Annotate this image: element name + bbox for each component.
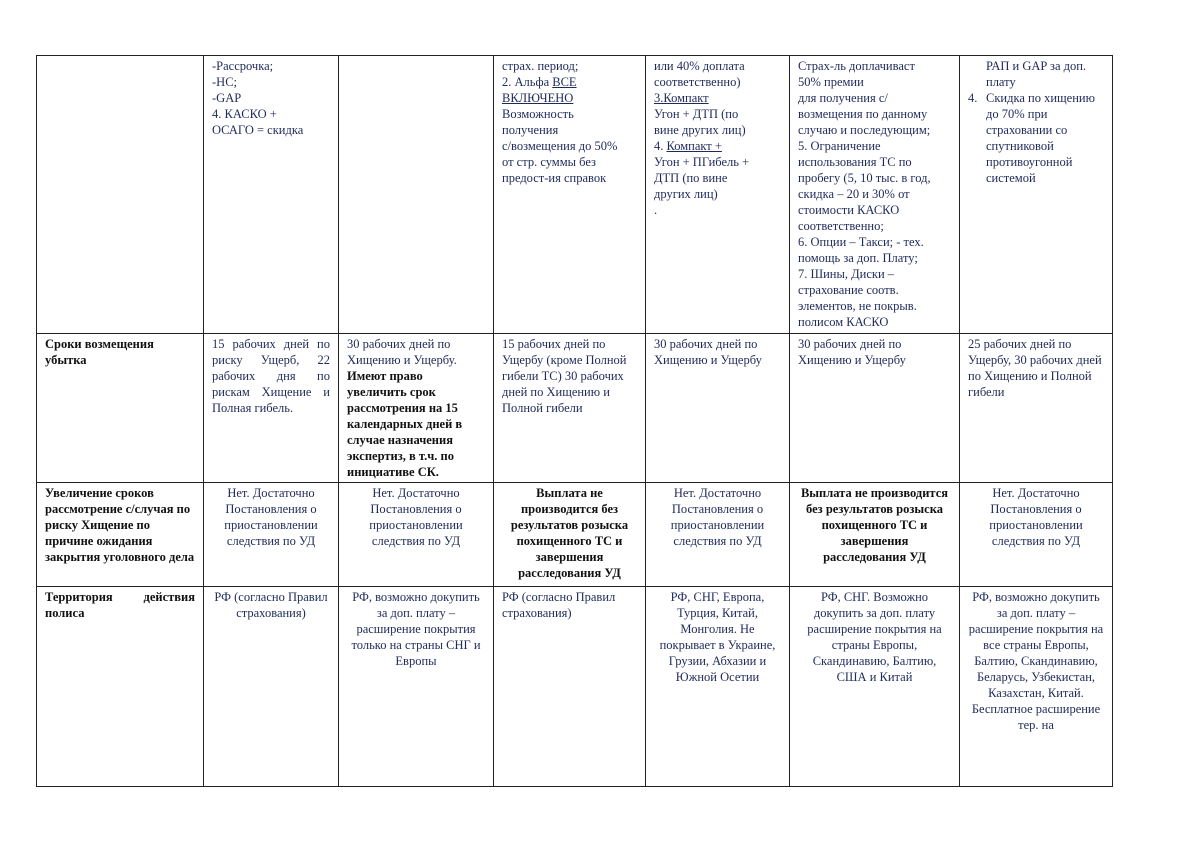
text-line: Угон + ПГибель +: [654, 155, 750, 169]
cell-r2-c6: 25 рабочих дней по Ущербу, 30 рабочих дней по Хищению и Полной гибели: [960, 334, 1113, 483]
text-line: Скидка по хищению: [986, 91, 1095, 105]
cell-r2-c2: [339, 334, 494, 483]
text-line: для получения с/: [798, 91, 888, 105]
text-line: стоимости КАСКО: [798, 203, 900, 217]
text-line: до 70% при: [986, 107, 1048, 121]
cell-r4-c6: РФ, возможно докупить за доп. плату – расширение покрытия на все страны Европы, Балтию, Скандинавию, Беларусь, Узбекистан, Казахстан, Китай. Бесплатное расширение тер. на: [960, 587, 1113, 787]
text-line: от стр. суммы без: [502, 155, 596, 169]
text-line: 50% премии: [798, 75, 864, 89]
text-line: страховании со: [986, 123, 1068, 137]
compact-label: 3.Компакт: [654, 91, 709, 105]
table-row-territory: [37, 587, 1113, 787]
text-line: -НС;: [212, 75, 237, 89]
cell-r3-c1: Нет. Достаточно Постановления о приостановлении следствия по УД: [204, 483, 339, 587]
text-line: возмещения по данному: [798, 107, 928, 121]
cell-r3-c2: Нет. Достаточно Постановления о приостановлении следствия по УД: [339, 483, 494, 587]
text-line: Возможность: [502, 107, 574, 121]
text-line: ДТП (по вине: [654, 171, 728, 185]
cell-r3-c3: Выплата не производится без результатов розыска похищенного ТС и завершения расследования УД: [494, 483, 646, 587]
text-line: 5. Ограничение: [798, 139, 881, 153]
cell-r1-c4: [646, 56, 790, 334]
text-line: с/возмещения до 50%: [502, 139, 618, 153]
cell-r2-c3: 15 рабочих дней по Ущербу (кроме Полной гибели ТС) 30 рабочих дней по Хищению и Полной гибели: [494, 334, 646, 483]
table-row-payout-terms: [37, 334, 1113, 483]
text-line: 6. Опции – Такси; - тех.: [798, 235, 924, 249]
cell-r2-c5: 30 рабочих дней по Хищению и Ущербу: [790, 334, 960, 483]
text-line: вине других лиц): [654, 123, 746, 137]
text-line: страх. период;: [502, 59, 579, 73]
alfa-all-included-cont: ВКЛЮЧЕНО: [502, 91, 574, 105]
text-line: полисом КАСКО: [798, 315, 889, 329]
text-line: противоугонной: [986, 155, 1073, 169]
text-line: .: [654, 203, 658, 217]
table-row-options: [37, 56, 1113, 334]
row-label-cell: Увеличение сроков рассмотрение с/случая по риску Хищение по причине ожидания закрытия уголовного дела: [37, 483, 204, 587]
text-line: плату: [986, 75, 1016, 89]
cell-r2-c4: 30 рабочих дней по Хищению и Ущербу: [646, 334, 790, 483]
text-line: соответственно): [654, 75, 741, 89]
cell-r3-c4: Нет. Достаточно Постановления о приостановлении следствия по УД: [646, 483, 790, 587]
cell-r3-c5: Выплата не производится без результатов розыска похищенного ТС и завершения расследования УД: [790, 483, 960, 587]
text-line: РАП и GAP за доп.: [986, 59, 1087, 73]
cell-r2-c2-plain: 30 рабочих дней по Хищению и Ущербу.: [347, 337, 457, 367]
cell-r1-c2: [339, 56, 494, 334]
text-line: предост-ия справок: [502, 171, 607, 185]
row-label-cell: Сроки возмещения убытка: [37, 334, 204, 483]
cell-r3-c6: Нет. Достаточно Постановления о приостановлении следствия по УД: [960, 483, 1113, 587]
cell-r1-c6: [960, 56, 1113, 334]
text-line: получения: [502, 123, 559, 137]
text-line: или 40% доплата: [654, 59, 745, 73]
text-line: -Рассрочка;: [212, 59, 274, 73]
cell-r4-c2: РФ, возможно докупить за доп. плату – расширение покрытия только на страны СНГ и Европы: [339, 587, 494, 787]
text-line: системой: [986, 171, 1036, 185]
cell-r2-c1: 15 рабочих дней по риску Ущерб, 22 рабочих дня по рискам Хищение и Полная гибель.: [204, 334, 339, 483]
alfa-all-included: 2. Альфа ВСЕ: [502, 75, 577, 89]
text-line: скидка – 20 и 30% от: [798, 187, 910, 201]
cell-r4-c3: РФ (согласно Правил страхования): [494, 587, 646, 787]
cell-r4-c1: РФ (согласно Правил страхования): [204, 587, 339, 787]
text-line: спутниковой: [986, 139, 1054, 153]
cell-r4-c5: РФ, СНГ. Возможно докупить за доп. плату расширение покрытия на страны Европы, Скандинавию, Балтию, США и Китай: [790, 587, 960, 787]
text-line: страхование соотв.: [798, 283, 899, 297]
cell-r1-c3: [494, 56, 646, 334]
cell-r4-c4: РФ, СНГ, Европа, Турция, Китай, Монголия. Не покрывает в Украине, Грузии, Абхазии и Южной Осетии: [646, 587, 790, 787]
row-label-cell: [37, 56, 204, 334]
cell-r1-c5: [790, 56, 960, 334]
text-line: элементов, не покрыв.: [798, 299, 917, 313]
text-line: -GAP: [212, 91, 242, 105]
discount-item: 4. Скидка по хищению до 70% при страховании со спутниковой противоугонной системой: [968, 91, 1095, 185]
text-line: случаю и последующим;: [798, 123, 931, 137]
cell-r2-c2-bold: Имеют право увеличить срок рассмотрения на 15 календарных дней в случае назначения экспертиз, в т.ч. по инициативе СК.: [347, 369, 463, 479]
table-row-theft-terms: [37, 483, 1113, 587]
text-line: 4. КАСКО +: [212, 107, 277, 121]
text-line: соответственно;: [798, 219, 884, 233]
row-label-cell: Территория действия полиса: [37, 587, 204, 787]
text-line: использования ТС по: [798, 155, 912, 169]
text-line: 7. Шины, Диски –: [798, 267, 895, 281]
text-line: Угон + ДТП (по: [654, 107, 739, 121]
text-line: ОСАГО = скидка: [212, 123, 304, 137]
cell-r1-c1: [204, 56, 339, 334]
comparison-table: [36, 55, 1113, 787]
text-line: помощь за доп. Плату;: [798, 251, 918, 265]
compact-plus-label: 4. Компакт +: [654, 139, 722, 153]
text-line: пробегу (5, 10 тыс. в год,: [798, 171, 931, 185]
text-line: других лиц): [654, 187, 718, 201]
text-line: Страх-ль доплачиваст: [798, 59, 915, 73]
